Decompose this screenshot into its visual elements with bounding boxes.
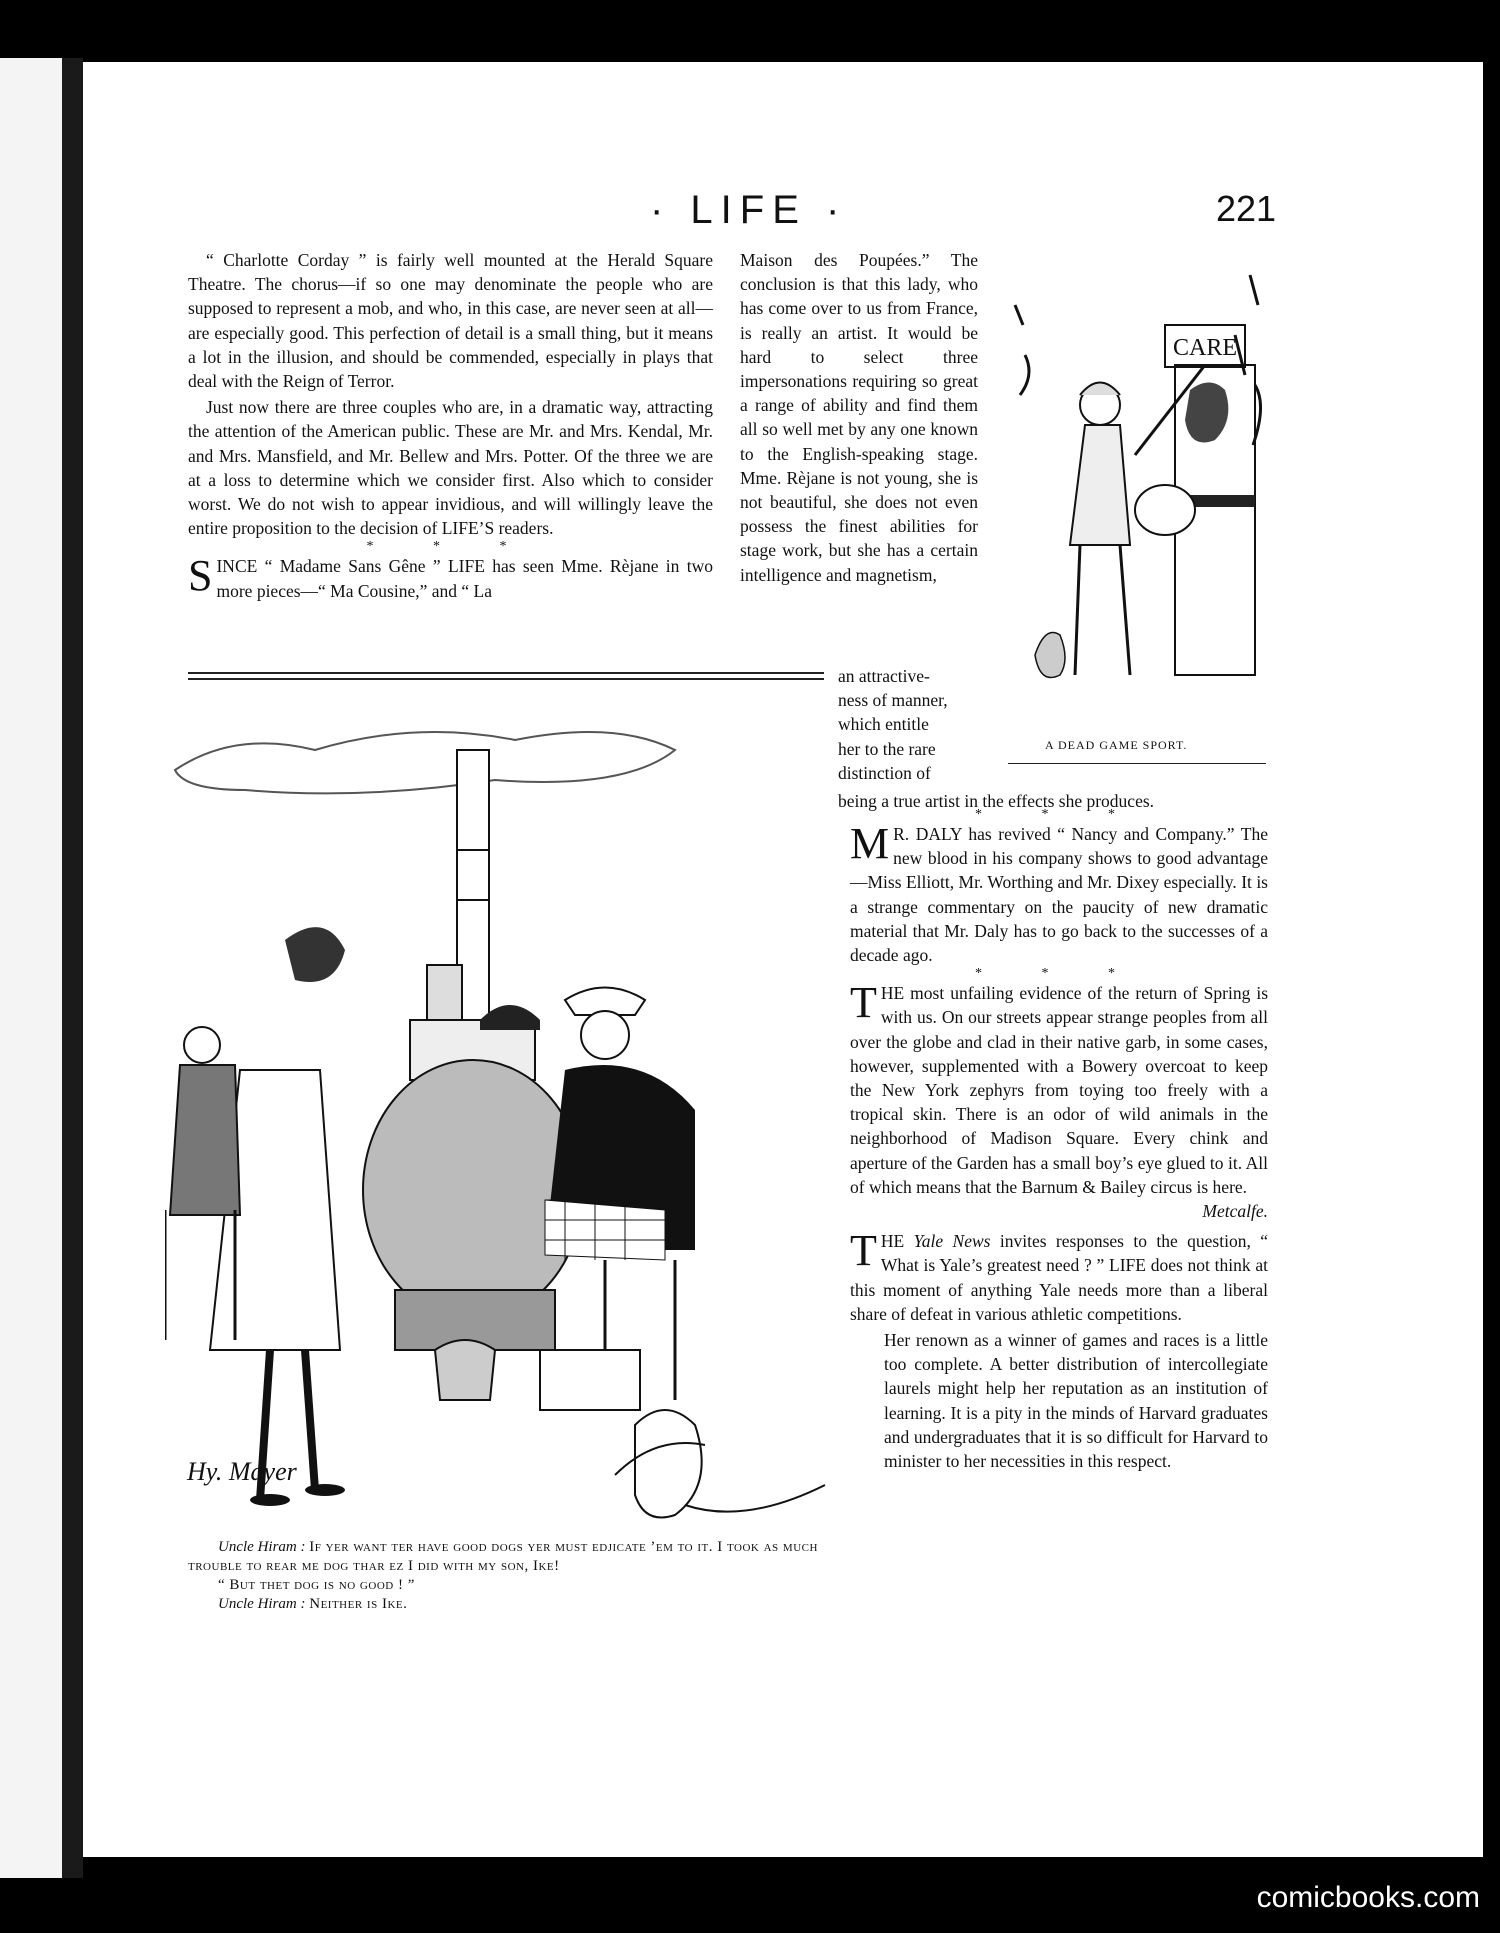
stove-drawing xyxy=(165,690,830,1530)
caption-line-2: “ But thet dog is no good ! ” xyxy=(218,1577,415,1593)
binding-gutter xyxy=(62,58,83,1878)
illustration-stove-scene xyxy=(165,690,830,1530)
column-1 xyxy=(188,248,713,605)
paragraph-rejane: Maison des Poupées.” The conclusion is that this lady, who has come over to us from France, is really an artist. It would be hard to select three impersonations requiring so great a range of ability and find them all so well met by any one known to the English-speaking stage. Mme. Rèjane is not young, she is not beautiful, she does not even possess the finest abilities for stage work, but she has a certain intelligence and magnetism, xyxy=(740,250,978,585)
caption-line-3: Uncle Hiram : Neither is Ike. xyxy=(218,1596,408,1612)
facing-page-edge xyxy=(0,58,62,1878)
text-line: ness of manner, xyxy=(838,690,948,711)
artist-signature: Hy. Mayer xyxy=(187,1457,297,1486)
sport-drawing xyxy=(1005,255,1270,725)
column-3 xyxy=(850,808,1268,1475)
drop-cap: T xyxy=(850,1226,877,1276)
column-2 xyxy=(740,248,978,589)
paragraph-spring: THE most unfailing evidence of the return of Spring is with us. On our streets appear strange peoples from all over the globe and clad in their native garb, in some cases, however, supplemented with a Bowery overcoat to keep the New York zephyrs from toying too freely with a tropical skin. There is an odor of wild animals in the neighborhood of Madison Square. Every chink and aperture of the Garden has a small boy’s eye glued to it. All of which means that the Barnum & Bailey circus is here. Metcalfe. xyxy=(850,981,1268,1199)
drop-cap: S xyxy=(188,551,213,601)
column-2-last-line: being a true artist in the effects she produces. xyxy=(838,791,1155,811)
care-sign: CARE xyxy=(1172,335,1238,361)
paragraph-daly: M R. DALY has revived “ Nancy and Company.” The new blood in his company shows to good advantage—Miss Elliott, Mr. Worthing and Mr. Dixey especially. It is a strange commentary on the paucity of new dramatic material that Mr. Daly has to go back to the successes of a decade ago. xyxy=(850,819,1268,966)
page-number: 221 xyxy=(1216,188,1277,229)
section-divider-stars: * * * xyxy=(366,539,535,555)
drop-cap: M xyxy=(850,819,890,868)
section-rule xyxy=(188,672,824,680)
paragraph-yale-continued: Her renown as a winner of games and races is a little too complete. A better distribution of intercollegiate laurels might help her reputation as an institution of learning. It is a pity in the minds of Harvard graduates and undergraduates that it is so difficult for Harvard to minister to her necessities in this respect. xyxy=(884,1330,1268,1472)
paragraph-charlotte-corday: “ Charlotte Corday ” is fairly well mounted at the Herald Square Theatre. The chorus—if so one may denominate the people who are supposed to represent a mob, and who, in this case, are never seen at all—are especially good. This perfection of detail is a small thing, but it means a lot in the illusion, and should be commended, especially in plays that deal with the Reign of Terror. xyxy=(188,250,713,392)
text-line: distinction of xyxy=(838,762,931,783)
illustration-caption-dialogue xyxy=(188,1538,828,1614)
caption-rule xyxy=(1008,763,1266,764)
text-line: an attractive- xyxy=(838,666,930,686)
author-signature: Metcalfe. xyxy=(1202,1201,1268,1222)
watermark: comicbooks.com xyxy=(1256,1881,1480,1914)
column-2-tail xyxy=(838,664,978,785)
caption-line-1: Uncle Hiram : If yer want ter have good dogs yer must edjicate ’em to it. I took as much trouble to rear me dog thar ez I did with my son, Ike! xyxy=(188,1539,818,1574)
illustration-caption: A DEAD GAME SPORT. xyxy=(1045,738,1188,752)
section-divider-stars: * * * xyxy=(975,966,1143,982)
text-line: her to the rare xyxy=(838,738,936,759)
magazine-title: · LIFE · xyxy=(650,188,848,232)
scan-border xyxy=(1483,0,1500,1933)
paragraph-yale-news: THE Yale News invites responses to the question, “ What is Yale’s greatest need ? ” LIFE does not think at this moment of anything Yale needs more than a liberal share of defeat in various athletic competitions. xyxy=(850,1226,1268,1324)
illustration-dead-game-sport xyxy=(1005,255,1270,725)
text-line: which entitle xyxy=(838,714,929,735)
paragraph-three-couples: Just now there are three couples who are, in a dramatic way, attracting the attention of the American public. These are Mr. and Mrs. Kendal, Mr. and Mrs. Mansfield, and Mr. Bellew and Mrs. Potter. Of the three we are at a loss to determine which we consider first. Also which to consider worst. We do not wish to appear invidious, and will willingly leave the entire proposition to the decision of LIFE’S readers. xyxy=(188,397,713,539)
section-divider-stars: * * * xyxy=(975,807,1143,822)
drop-cap: T xyxy=(850,978,877,1028)
paragraph-sans-gene: SINCE “ Madame Sans Gêne ” LIFE has seen Mme. Rèjane in two more pieces—“ Ma Cousine,” and “ La xyxy=(188,551,713,601)
